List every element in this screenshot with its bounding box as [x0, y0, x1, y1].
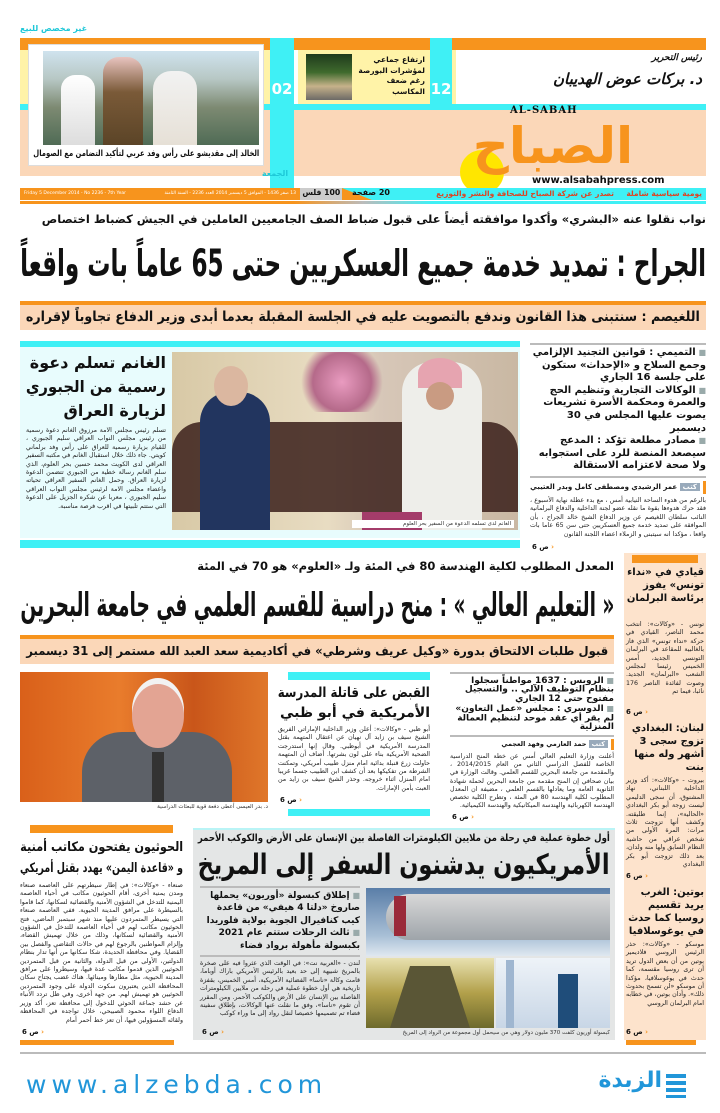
mars-kicker: أول خطوة عملية في رحلة من ملايين الكيلومترات الفاصلة بين الإنسان على الأرض والكوكب الأحمر [198, 833, 610, 844]
teaser-mid[interactable] [304, 52, 426, 102]
lead-byline [530, 481, 706, 494]
mars-bullet: ■ ثالث الرحلات ستتم عام 2021 بكبسولة مأهولة برواد فضاء [200, 927, 360, 952]
lead-photo-caption: الغانم لدى تسلمه الدعوة من السفير بحر العلوم [352, 520, 514, 528]
houthi-page-ref[interactable]: ‹ ص 6 [22, 1028, 44, 1037]
abudhabi-headline-2: الأمريكية في أبو ظبي [279, 705, 430, 721]
teaser-left-caption: الخالد إلى مقديشو على رأس وفد عربي لتأكيد التضامن مع الصومال [32, 149, 259, 159]
page-count: 20 صفحة [351, 188, 390, 197]
ghanim-headline-3: لزيارة العراق [63, 401, 166, 420]
footer-bar-left [20, 1040, 174, 1045]
lead-subhead: اللغيصم : سنتبنى هذا القانون وندفع بالتصويت عليه في الجلسة المقبلة بعدما أبدى وزير الدفاع تجاوباً لإقراره [25, 309, 700, 325]
badr-photo-caption: د. بدر العيسى أعطى دفعة قوية للبعثات الدراسية [157, 804, 268, 810]
ghanim-body: تسلم رئيس مجلس الامة مرزوق الغانم دعوة رسمية من رئيس مجلس النواب العراقي سليم الجبوري ، للقيام بزيارة رسمية للعراق على رأس وفد برلماني كويتي. جاء ذلك خلال استقبال الغانم في مكتبه السفير العراقي لدى الكويت محمد حسين بحر العلوم، الذي سلم الغانم رسالة خطية من الجبوري تتضمن الدعوة لزيارة العراق. وحمل الغانم السفير العراقي تحياته واعضاء مجلس الامة لرئيس مجلس النواب العراقي سليم الجبوري ، معربا عن شكره الجزيل على الدعوة التي ستتم تلبيتها في اقرب فرصة مناسبة. [26, 427, 166, 510]
date-bar [20, 188, 706, 200]
sidebar-headline: لبنان: البغدادي تزوج سجى 3 أشهر وله منها بنت [631, 723, 704, 773]
sidebar-headline: قيادي في «نداء تونس» يفوز برئاسة البرلمان [626, 567, 704, 604]
teaser-mid-text: ارتفاع جماعي لمؤشرات البورصة رغم ضعف المكاسب [358, 55, 425, 96]
bahrain-headline: « التعليم العالي » : منح دراسية للقسم العلمي في جامعة البحرين [19, 585, 614, 624]
logo-latin: AL-SABAH [510, 105, 578, 116]
sidebar-item-tunisia[interactable] [626, 566, 704, 718]
date-bar-underline [20, 201, 706, 204]
houthi-top-bar [30, 825, 173, 833]
sidebar-item-putin[interactable] [626, 886, 704, 1038]
bahrain-side [450, 672, 614, 823]
bahrain-bullet: ■ الرويس : 1637 مواطناً سجلوا بنظام التوظيف الآلي .. والتسجيل مفتوح حتى 12 الجاري [450, 676, 614, 704]
ghanim-article[interactable] [26, 351, 166, 537]
not-for-sale-note: غير مخصص للبيع [20, 24, 88, 33]
byline-label: كتب [589, 740, 608, 748]
website[interactable]: www.alsabahpress.com [532, 175, 665, 186]
bahrain-kicker: المعدل المطلوب لكلية الهندسة 80 في المئة ولـ «العلوم» هو 70 في المئة [197, 559, 614, 573]
abudhabi-top-bar [288, 672, 430, 680]
lead-bullets [530, 343, 706, 553]
houthi-article[interactable] [20, 837, 183, 1038]
ghanim-headline-1: الغانم تسلم دعوة [29, 353, 166, 372]
abudhabi-bottom-bar [288, 809, 430, 816]
mars-page-ref[interactable]: ‹ ص 6 [202, 1028, 224, 1037]
lead-photo [172, 352, 518, 530]
houthi-headline-2: و «قاعدة اليمن» يهدد بقتل أمريكي [20, 861, 183, 876]
price: 100 فلس [302, 188, 340, 197]
date-english: Friday 5 December 2014 - No 2236 - 7th Year [24, 191, 126, 196]
bahrain-body: أعلنت وزارة التعليم العالي أمس عن خطة المنح الدراسية الخاصة للفصل الدراسي الثاني من العام 2014/2015 ، والمقدمة من جامعة البحرين للقسم العلمي. وقالت الوزارة في بيان صحافي إن المنح مقدمة من جامعة البحرين لحملة شهادة الثانوية العامة وما يعادلها بالقسم العلمي ، مضيفة ان المعدل المطلوب لكلية الهندسة 80 في المئة ، وتطرح الكلية تخصص الهندسة الكهربائية والهندسة الميكانيكية والهندسة الكيميائية. [450, 753, 614, 810]
houthi-body: صنعاء - «وكالات»: في إطار سيطرتهم على العاصمة صنعاء ومدن يمنية أخرى، أقام الحوثيون مكاتب في أحياء العاصمة اليمنية للتدخل في الشؤون الأمنية والقضائية لسكانها، كما قاموا بالسيطرة على مرافق المدينة الحيوية. ففي العاصمة صنعاء التي يسيطر المتمردون عليها منذ شهر سبتمبر الماضي، فتح الحوثيون مكاتب لهم في أحياء العاصمة للتدخل في الشؤون الأمنية والقضائية لسكانها، وذلك من خلال تهميش القضاء، وإلزام المواطنين بالرجوع لهم في حالات التقاضي والفصل بين القضايا. وفي محافظة الحديدة، شكا سكانها من أنها تدار بنظام الدولتين، الأولى من قبل الدولة، والثانية من قبل المتمردين الحوثيين الذين قدموا مكاتب عدة فيها، وسيطروا على مرافق المدينة الحيوية، مثل مطارها ومينائها. هناك غضب يجتاح سكان المحافظة الذين يعتبرون سكوت الدولة على وجود المتمردين الحوثيين هو تهميش لهم. من جهة أخرى، وفي ظل تردد الأنباء عن حشد جماعة الحوثي للدخول إلى محافظة تعز، أكد وزير الدفاع اللواء محمود الصبيحي، خلال تواجده في المحافظة ولقائه المسؤولين فيها، أن تعز خط أحمر أمام [20, 882, 183, 1024]
bahrain-bullet: ■ الدوسري : مجلس «عمل التعاون» لم يقر أي عقد موحد لتنظيم العمالة المنزلية [450, 704, 614, 732]
lead-bullet: ■ التميمي : قوانين التجنيد الإلزامي وجمع السلاح و «الإحداث» ستكون على جلسة 16 الجاري [530, 347, 706, 385]
byline-names: حمد العازمي وفهد العجمي [501, 740, 587, 748]
sidebar-body: موسكو - «وكالات»: حذر الرئيس الروسي فلاديمير بوتين من أن بعض الدول تريد أن ترى روسيا مقسمة، كما حدث في يوغوسلافيا، مؤكدا أن موسكو «لن تسمح بحدوث ذلك». وأدان بوتين، في خطابه امام البرلمان الروسي [626, 941, 704, 1007]
sidebar-page-ref[interactable]: ‹ ص 6 [626, 708, 648, 717]
lead-bullet: ■ الوكالات التجارية وتنظيم الحج والعمرة ومحكمة الأسرة تشريعات يصوت عليها المجلس في 30 ديسمبر [530, 385, 706, 435]
bahrain-byline [450, 739, 614, 750]
byline-names: عمر الرشيدي ومصطفى كامل وبدر العتيبي [530, 483, 678, 491]
sidebar-headline: بوتين: الغرب يريد تقسيم روسيا كما حدث في يوغوسلافيا [628, 887, 704, 937]
bahrain-top-bar [20, 540, 520, 548]
lead-body: بالرغم من هدوء الساحة النيابية أمس ، مع بدء عطلة نهاية الأسبوع ، فقد حرك هدوءها بقوة ما نقله عضو لجنة الداخلية والدفاع البرلمانية النائب سلطان اللغيصم عن وزير الدفاع الشيخ خالد الجراح ، بأن الموافقة على تمديد خدمة جميع العسكريين حتى سن 65 عاما بات واقعا ، مؤكدا انه سيتبنى و الزملاء اعضاء اللجنة القانون [530, 497, 706, 538]
abudhabi-article[interactable] [278, 683, 430, 806]
editor-name: د. بركات عوض الهديبان [553, 70, 702, 88]
footer-website[interactable]: www.alzebda.com [26, 1070, 328, 1099]
houthi-headline-1: الحوثيون يفتحون مكاتب أمنية [20, 840, 183, 855]
mars-headline: الأمريكيون يدشنون السفر إلى المريخ [197, 848, 610, 881]
day-label: الجمعة [261, 169, 289, 178]
badr-photo [20, 672, 268, 802]
mars-body: لندن - «العربية نت»: في الوقت الذي عثروا فيه على صخرة بالمريخ شبيهة إلى حد بعيد بالرئيس الأمريكي باراك أوباما، قامت وكالة «ناسا» الفضائية الأمريكية، أمس الخميس، بقفزة تاريخية هي أول خطوة عملية في رحلة من ملايين الكيلومترات الفاصلة بين الإنسان على الأرض والكوكب الأحمر. ومن المقرر أن تقوم «ناسا»، وفق ما نقلت عنها الوكالات، بإطلاق سفينة فضاء تم تصميمها خصيصا لنقل رواد إلى ما وراء كوكب [200, 960, 360, 1018]
sidebar-page-ref[interactable]: ‹ ص 6 [626, 1028, 648, 1037]
teaser-left-page: 02 [271, 80, 293, 98]
logo-lines-icon [666, 1074, 686, 1098]
lead-bullet: ■ مصادر مطلعة تؤكد : المدعج سيصعد المنصة للرد على استجوابه ولا صحة لاعتزامه الاستقالة [530, 435, 706, 473]
abudhabi-body: أبو ظبي - «وكالات»: أعلن وزير الداخلية الإماراتي الفريق الشيخ سيف بن زايد آل نهيان عن اعتقال المتهمة بقتل المدرسة الأمريكية في أبوظبي. وقال إنها استدرجت الضحية الأمريكية بناء على لون بشرتها. أضاف أن المتهمة حاولت زرع قنبلة بدائية امام منزل طبيب أمريكي، وتمكنت الشرطة من تفكيكها بعد أن كشف ابن الطبيب جسما غريبا امام المنزل اثناء خروجه. وحذر الشيخ سيف بن زايد من العبث بأمن الإمارات. [278, 726, 430, 792]
orion-photo-right [496, 958, 610, 1028]
teaser-left-photo [43, 51, 259, 145]
bahrain-page-ref[interactable]: ‹ ص 6 [452, 813, 474, 822]
ghanim-headline-2: رسمية من الجبوري [26, 377, 166, 396]
orion-photo-caption: كبسولة أوريون كلفت 370 مليون دولار وهي من سيحمل أول مجموعة من الرواد إلى المريخ [402, 1030, 610, 1036]
footer-rule [20, 1052, 706, 1054]
lead-page-ref[interactable]: ‹ ص 6 [532, 543, 554, 552]
sidebar-page-ref[interactable]: ‹ ص 6 [626, 872, 648, 881]
tagline: يومية سياسية شاملة [626, 189, 702, 198]
abudhabi-headline-1: القبض على قاتلة المدرسة [278, 685, 430, 701]
mars-bullet: ■ إطلاق كبسولة «أوريون» يحملها صاروخ «دلتا 4 هيفي» من قاعدة كيب كنافيرال الجوية بولاية فلوريدا [200, 890, 360, 927]
teaser-left-stripe [270, 38, 294, 188]
footer-logo-text: الزبدة [598, 1068, 662, 1093]
mars-side [200, 886, 360, 1038]
orion-photo-left [366, 958, 494, 1028]
lead-kicker: نواب نقلوا عنه «البشري» وأكدوا موافقته أيضاً على قبول ضباط الصف الجامعيين العاملين في الجيش كضباط اختصاص [41, 212, 706, 226]
bahrain-subhead: قبول طلبات الالتحاق بدورة «وكيل عريف وشرطي» في أكاديمية سعد العبد الله مستمر إلى 31 ديسمبر [26, 644, 608, 658]
masthead [20, 38, 706, 188]
footer-bar-right [626, 1040, 696, 1045]
logo-arabic: الصباح [472, 117, 634, 175]
teaser-left[interactable] [28, 44, 264, 166]
teaser-mid-photo [306, 54, 352, 100]
byline-label: كتب [680, 483, 700, 491]
lead-headline: الجراح : تمديد خدمة جميع العسكريين حتى 65 عاماً بات واقعاً [20, 242, 706, 285]
sidebar-item-lebanon[interactable] [626, 722, 704, 882]
date-arabic: 13 صفر 1436 - الموافق 5 ديسمبر 2014 العدد 2236 - السنة الثامنة [164, 191, 296, 196]
editor-label: رئيس التحرير [651, 53, 702, 63]
sidebar-body: بيروت - «وكالات»: أكد وزير الداخلية اللبناني، نهاد المشنوق، أن سجى الدليمي ليست زوجة أبو بكر البغدادي «الحالية»، إنما طليقته. وكشف أنها تزوجت ثلاث مرات: المرة الأولى من شخص عراقي من حاشية النظام السابق ولها منه ولدان، بعد ذلك تزوجت أبو بكر البغدادي [626, 777, 704, 869]
publisher: تصدر عن شركة الصباح للصحافة والنشر والتوزيع [436, 189, 614, 198]
teaser-mid-page: 12 [430, 80, 452, 98]
orion-photo-top [366, 888, 610, 956]
sidebar-body: تونس - «وكالات»: انتخب محمد الناصر، القيادي في حركة «نداء تونس» الذي فاز بالغالبية للمقاعد في البرلمان التونسي الجديد، أمس الخميس رئيسا لمجلس الشعب «البرلمان» الجديد. وصوت لفائدة الناصر 176 نائبا، فيما تم [626, 621, 704, 696]
footer-logo [596, 1068, 690, 1104]
abudhabi-page-ref[interactable]: ‹ ص 6 [280, 796, 302, 805]
